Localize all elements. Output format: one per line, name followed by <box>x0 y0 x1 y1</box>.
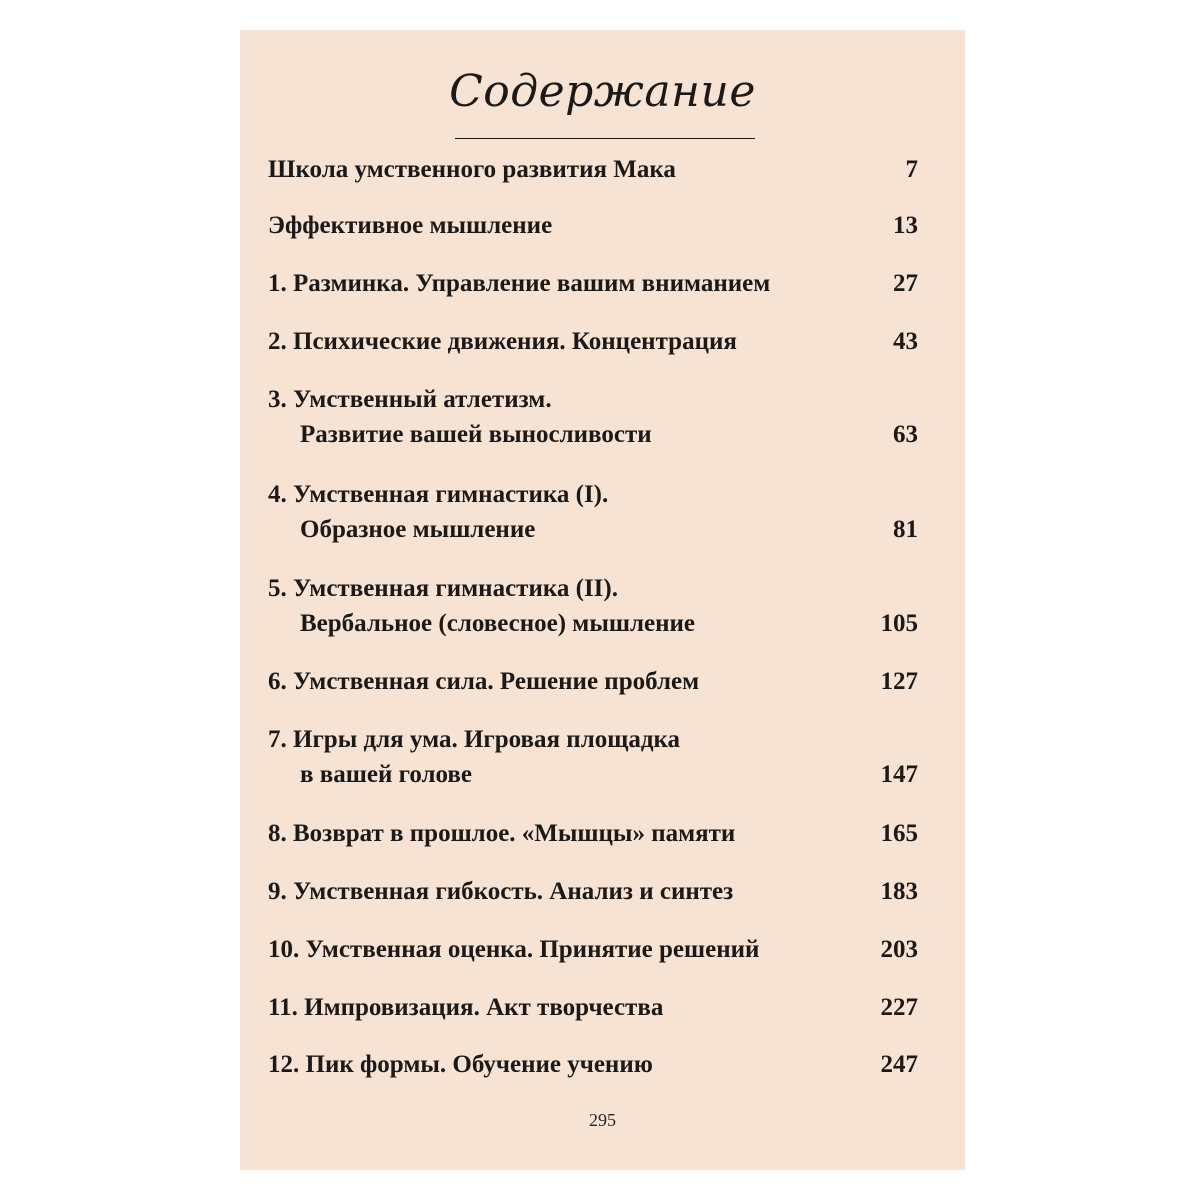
toc-entry-title: 3. Умственный атлетизм. <box>268 386 552 413</box>
book-page <box>240 30 965 1170</box>
toc-entry <box>268 664 918 699</box>
toc-entry <box>268 266 918 301</box>
toc-entry-page: 203 <box>880 936 918 963</box>
toc-entry-subtitle: Образное мышление <box>300 516 536 543</box>
toc-entry-page: 147 <box>880 761 918 788</box>
toc-entry <box>268 382 918 452</box>
toc-entry-title: 10. Умственная оценка. Принятие решений <box>268 936 760 963</box>
toc-entry-page: 183 <box>880 878 918 905</box>
toc-entry-title: 7. Игры для ума. Игровая площадка <box>268 726 681 753</box>
toc-entry-title: 8. Возврат в прошлое. «Мышцы» памяти <box>268 820 736 847</box>
toc-entry <box>268 874 918 909</box>
toc-entry-title: Школа умственного развития Мака <box>268 156 676 183</box>
toc-entry-page: 247 <box>880 1051 918 1078</box>
toc-entry-page: 105 <box>880 610 918 637</box>
toc-entry-page: 165 <box>880 820 918 847</box>
toc-entry-title: 11. Импровизация. Акт творчества <box>268 994 664 1021</box>
toc-entry-title: 6. Умственная сила. Решение проблем <box>268 668 700 695</box>
toc-entry <box>268 477 918 547</box>
toc-entry-title: 4. Умственная гимнастика (I). <box>268 481 609 508</box>
title-rule <box>455 138 755 139</box>
toc-entry-page: 27 <box>893 270 918 297</box>
toc-entry-title: 12. Пик формы. Обучение учению <box>268 1051 653 1078</box>
toc-entry-title: 2. Психические движения. Концентрация <box>268 328 737 355</box>
toc-entry-title: 1. Разминка. Управление вашим вниманием <box>268 270 771 297</box>
toc-entry-subtitle: в вашей голове <box>300 761 473 788</box>
toc-entry <box>268 816 918 851</box>
toc-entry <box>268 1047 918 1082</box>
toc-entry <box>268 324 918 359</box>
toc-entry-page: 7 <box>905 156 918 183</box>
toc-entry <box>268 722 918 792</box>
toc-entry <box>268 990 918 1025</box>
page-number: 295 <box>589 1110 616 1130</box>
toc-entry <box>268 152 918 187</box>
toc-entry-page: 127 <box>880 668 918 695</box>
toc-entry <box>268 571 918 641</box>
toc-entry-title: Эффективное мышление <box>268 212 553 239</box>
toc-entry-page: 227 <box>880 994 918 1021</box>
toc-entry-page: 13 <box>893 212 918 239</box>
toc-entry-page: 43 <box>893 328 918 355</box>
toc-entry <box>268 932 918 967</box>
toc-entry-page: 81 <box>893 516 918 543</box>
toc-entry <box>268 208 918 243</box>
toc-entry-title: 9. Умственная гибкость. Анализ и синтез <box>268 878 734 905</box>
toc-entry-title: 5. Умственная гимнастика (II). <box>268 575 618 602</box>
toc-entry-page: 63 <box>893 421 918 448</box>
toc-entry-subtitle: Вербальное (словесное) мышление <box>300 610 695 637</box>
page-title: Содержание <box>449 66 756 117</box>
toc-entry-subtitle: Развитие вашей выносливости <box>300 421 652 448</box>
